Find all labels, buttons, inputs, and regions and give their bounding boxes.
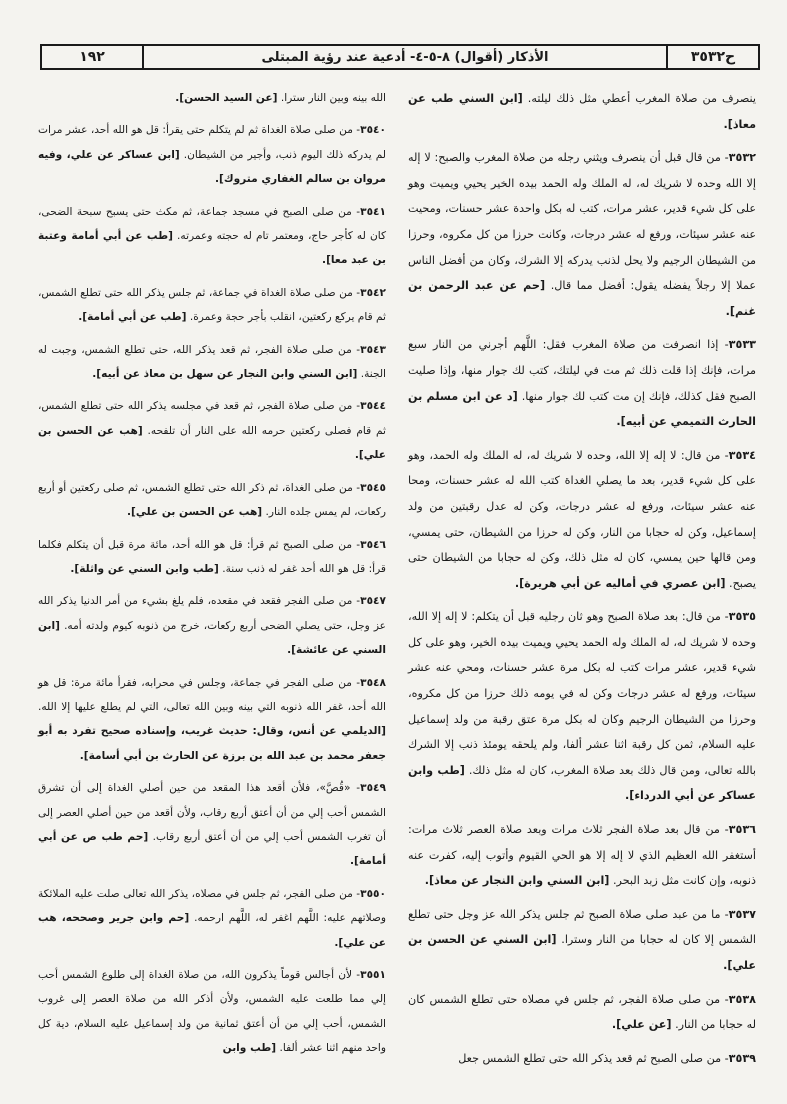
hadith-entry	[38, 200, 386, 273]
hadith-text: - من صلى الفجر، ثم جلس في مصلاه، يذكر الله تعالى صلت عليه الملائكة وصلاتهم عليه: اللَّهم اغفر له، اللَّهم ارحمه.	[38, 887, 386, 925]
hadith-number: ٣٥٤٧	[360, 595, 386, 608]
hadith-source: [ابن السني وابن النجار عن معاذ].	[424, 874, 610, 888]
hadith-entry	[38, 118, 386, 191]
hadith-text: - من صلى الفجر فقعد في مقعده، فلم يلغ بشيء من أمر الدنيا يذكر الله عز وجل، حتى يصلي الضحى أربع ركعات، خرج من ذنوبه كيوم ولدته أمه.	[38, 595, 386, 632]
hadith-source: [ابن عساكر عن علي، وفيه مروان بن سالم الغفاري متروك].	[38, 148, 386, 186]
hadith-entry	[38, 882, 386, 955]
hadith-text: - من قال قبل أن ينصرف ويثني رجله من صلاة المغرب والصبح: لا إله إلا الله وحده لا شريك له، له الملك وله الحمد بيده الخير يحيي ويميت وهو على كل شيء قدير، عشر مرات، كتب له بكل واحدة عشر حسنات، ومحيت عنه عشر سيئات، ورفع له عشر درجات، وكانت حرزا من كل مكروه، وحرزا من الشيطان الرجيم ولا يحل لذنب يدركه إلا الشرك، وكان من أفضل الناس عملا إلا رجلاً يفضله يقول: أفضل مما قال.	[408, 151, 756, 293]
hadith-text: - «قُصَّ»، فلأن أقعد هذا المقعد من حين أصلي الغداة إلى أن تشرق الشمس أحب إلي من أن أعتق أربع رقاب، ولأن أقعد من حين أصلي العصر إلى أن تغرب الشمس أحب إلي من أن أعتق أربع رقاب.	[38, 782, 386, 843]
hadith-entry	[408, 1046, 756, 1072]
hadith-entry	[38, 533, 386, 582]
hadith-number: ٣٥٥٠	[360, 887, 386, 900]
hadith-source: [هب عن الحسن بن علي].	[127, 506, 263, 519]
hadith-text: - من قال: بعد صلاة الصبح وهو ثان رجليه قبل أن يتكلم: لا إله إلا الله، وحده لا شريك له، له الملك وله الحمد يحيي ويميت بيده الخير، وهو على كل شيء قدير، عشر مرات كتب له بكل مرة عشر حسنات، ومحي عنه عشر سيئات، ورفع له عشر درجات وكن له في يومه ذلك حرزا من كل مكروه، وحرزا من الشيطان الرجيم وكان له بكل مرة عتق رقبة من ولد إسماعيل عليه السلام، ثمن كل رقبة اثنا عشر ألفا، ولم يلحقه يومئذ ذنب إلا الشرك بالله تعالى، ومن قال ذلك بعد صلاة المغرب، كان له مثل ذلك.	[408, 610, 756, 777]
hadith-text: - من قال بعد صلاة الفجر ثلاث مرات وبعد صلاة العصر ثلاث مرات: أستغفر الله العظيم الذي لا إله إلا هو الحي القيوم وأتوب إليه، كفرت عنه ذنوبه، وإن كانت مثل زبد البحر.	[408, 823, 756, 888]
hadith-text: - من صلى الصبح في مسجد جماعة، ثم مكث حتى يسبح سبحة الضحى، كان له كأجر حاج، ومعتمر تام له حجته وعمرته.	[38, 205, 386, 243]
hadith-source: [الديلمي عن أنس، وقال: حديث غريب، وإسناده صحيح تفرد به أبو جعفر محمد بن عبد الله بن برزة عن الحارث بن أبي أسامة].	[38, 725, 386, 762]
hadith-text: الله بينه وبين النار سترا.	[280, 92, 386, 104]
hadith-text: - لأن أجالس قوماً يذكرون الله، من صلاة الغداة إلى طلوع الشمس أحب إلي مما طلعت عليه الشمس، ولأن أذكر الله من صلاة العصر إلى غروب الشمس، أحب إلي من أن أعتق ثمانية من ولد إسماعيل عليه السلام، دية كل واحد منهم اثنا عشر ألفا.	[38, 969, 386, 1055]
right-text-column	[408, 86, 756, 1079]
hadith-entry	[38, 281, 386, 330]
hadith-text: ينصرف من صلاة المغرب أعطي مثل ذلك ليلته.	[527, 92, 757, 105]
hadith-entry	[38, 86, 386, 110]
hadith-text: - من صلى صلاة الغداة ثم لم يتكلم حتى يقرأ: قل هو الله أحد، عشر مرات لم يدركه ذلك اليوم ذنب، وأجير من الشيطان.	[38, 124, 387, 161]
hadith-number: ٣٥٤٨	[360, 676, 386, 689]
hadith-entry	[408, 443, 756, 597]
hadith-entry	[38, 394, 386, 467]
hadith-source: [طب عن أبي أمامة].	[78, 311, 187, 324]
hadith-number: ٣٥٣٦	[728, 823, 756, 837]
hadith-entry	[408, 86, 756, 137]
hadith-source: [طب وابن عساكر عن أبي الدرداء].	[408, 763, 756, 803]
hadith-number: ٣٥٣٤	[728, 448, 756, 462]
hadith-entry	[408, 332, 756, 434]
hadith-entry	[38, 963, 386, 1061]
hadith-number: ٣٥٣٩	[728, 1051, 756, 1065]
hadith-text: - من صلى الغداة، ثم ذكر الله حتى تطلع الشمس، ثم صلى ركعتين أو أربع ركعات، لم يمس جلده النار.	[38, 481, 386, 519]
hadith-entry	[38, 338, 386, 387]
page-number: ١٩٢	[42, 46, 144, 68]
hadith-text: - إذا انصرفت من صلاة المغرب فقل: اللَّهم أجرني من النار سبع مرات، فإنك إذا قلت ذلك ثم مت في ليلتك، كتب لك جوار منها، وإذا صليت الصبح فقل كذلك، فإنك إن مت كتب لك جوار منها.	[408, 338, 756, 403]
hadith-entry	[408, 987, 756, 1038]
hadith-number: ٣٥٥١	[360, 969, 386, 981]
hadith-source: [عن علي].	[611, 1018, 672, 1032]
hadith-number: ٣٥٤٣	[360, 343, 386, 356]
hadith-text: - من قال: لا إله إلا الله، وحده لا شريك له، له الملك وله الحمد، وهو على كل شيء قدير، بعد ما يصلي الغداة كتب الله له عشر حسنات، ومحا عنه عشر سيئات، ورفع له عشر درجات، وكن له عدل رقبتين من ولد إسماعيل، وكن له حجابا من النار، وكن له حرزا من الشيطان، حتى يمسي، ومن قالها حين يمسي، كان له مثل ذلك، وكن له حجابا من الشيطان حتى يصبح.	[408, 448, 756, 590]
hadith-number: ٣٥٣٨	[728, 992, 756, 1006]
hadith-entry	[408, 145, 756, 324]
hadith-source: [ابن السني عن الحسن بن علي].	[408, 933, 756, 972]
hadith-number-range: ح٣٥٣٢	[666, 46, 758, 68]
hadith-number: ٣٥٤٠	[360, 124, 386, 137]
hadith-number: ٣٥٤٥	[360, 481, 386, 494]
hadith-text: - ما من عبد صلى صلاة الصبح ثم جلس يذكر الله عز وجل حتى تطلع الشمس إلا كان له حجابا من النار وسترا.	[408, 907, 756, 947]
left-text-column	[38, 86, 386, 1069]
hadith-number: ٣٥٤٦	[360, 538, 386, 551]
hadith-entry	[38, 589, 386, 662]
hadith-source: [حم وابن جرير وصححه، هب عن علي].	[38, 912, 386, 949]
hadith-source: [هب عن الحسن بن علي].	[38, 424, 386, 462]
hadith-source: [طب وابن	[222, 1042, 277, 1055]
hadith-source: [حم عن عبد الرحمن بن غنم].	[408, 279, 756, 318]
hadith-number: ٣٥٤٤	[360, 400, 386, 413]
hadith-text: - من صلى صلاة الغداة في جماعة، ثم جلس يذكر الله حتى تطلع الشمس، ثم قام يركع ركعتين، انقلب بأجر حجة وعمرة.	[38, 286, 386, 324]
hadith-source: [حم طب ص عن أبي أمامة].	[38, 830, 386, 868]
hadith-source: [ابن السني وابن النجار عن سهل بن معاذ عن أبيه].	[92, 368, 358, 381]
hadith-entry	[408, 902, 756, 979]
hadith-text: - من صلى صلاة الفجر، ثم قعد في مجلسه يذكر الله حتى تطلع الشمس، ثم قام فصلى ركعتين حرمه الله على النار أن تلفحه.	[38, 400, 386, 437]
hadith-source: [طب وابن السني عن واثلة].	[70, 562, 219, 575]
hadith-number: ٣٥٣٥	[728, 610, 756, 624]
hadith-source: [د عن ابن مسلم بن الحارث التميمي عن أبيه].	[408, 389, 756, 429]
running-header	[40, 44, 760, 70]
hadith-number: ٣٥٤٢	[360, 286, 386, 299]
hadith-entry	[38, 476, 386, 525]
hadith-entry	[38, 776, 386, 874]
hadith-text: - من صلى الفجر في جماعة، وجلس في محرابه، فقرأ مائة مرة: قل هو الله أحد، غفر الله ذنوبه التي بينه وبين الله تعالى، التي لم يطلع عليها إلا الله.	[38, 676, 386, 713]
hadith-text: - من صلى الصبح ثم قرأ: قل هو الله أحد، مائة مرة قبل أن يتكلم فكلما قرأ: قل هو الله أحد غفر له ذنب سنة.	[38, 538, 386, 575]
hadith-number: ٣٥٤١	[360, 205, 386, 218]
hadith-entry	[38, 671, 386, 769]
hadith-number: ٣٥٣٧	[728, 907, 756, 921]
hadith-text: - من صلى الصبح ثم قعد يذكر الله حتى تطلع الشمس جعل	[458, 1051, 729, 1065]
hadith-number: ٣٥٣٣	[728, 338, 756, 352]
hadith-text: - من صلى صلاة الفجر، ثم قعد يذكر الله، حتى تطلع الشمس، وجبت له الجنة.	[38, 343, 386, 381]
section-title: الأذكار (أقوال) ٨-٥-٤- أدعية عند رؤية المبتلى	[261, 49, 549, 65]
hadith-source: [ابن السني طب عن معاذ].	[408, 92, 756, 131]
hadith-number: ٣٥٤٩	[360, 782, 386, 795]
hadith-source: [ابن عصري في أماليه عن أبي هريرة].	[514, 576, 726, 590]
hadith-number: ٣٥٣٢	[728, 151, 756, 165]
hadith-text: - من صلى صلاة الفجر، ثم جلس في مصلاه حتى تطلع الشمس كان له حجابا من النار.	[408, 992, 756, 1032]
hadith-entry	[408, 817, 756, 894]
hadith-entry	[408, 604, 756, 809]
hadith-source: [ابن السني عن عائشة].	[38, 619, 386, 657]
hadith-source: [عن السيد الحسن].	[175, 92, 278, 104]
hadith-source: [طب عن أبي أمامة وعتبة بن عبد معا].	[38, 230, 386, 267]
